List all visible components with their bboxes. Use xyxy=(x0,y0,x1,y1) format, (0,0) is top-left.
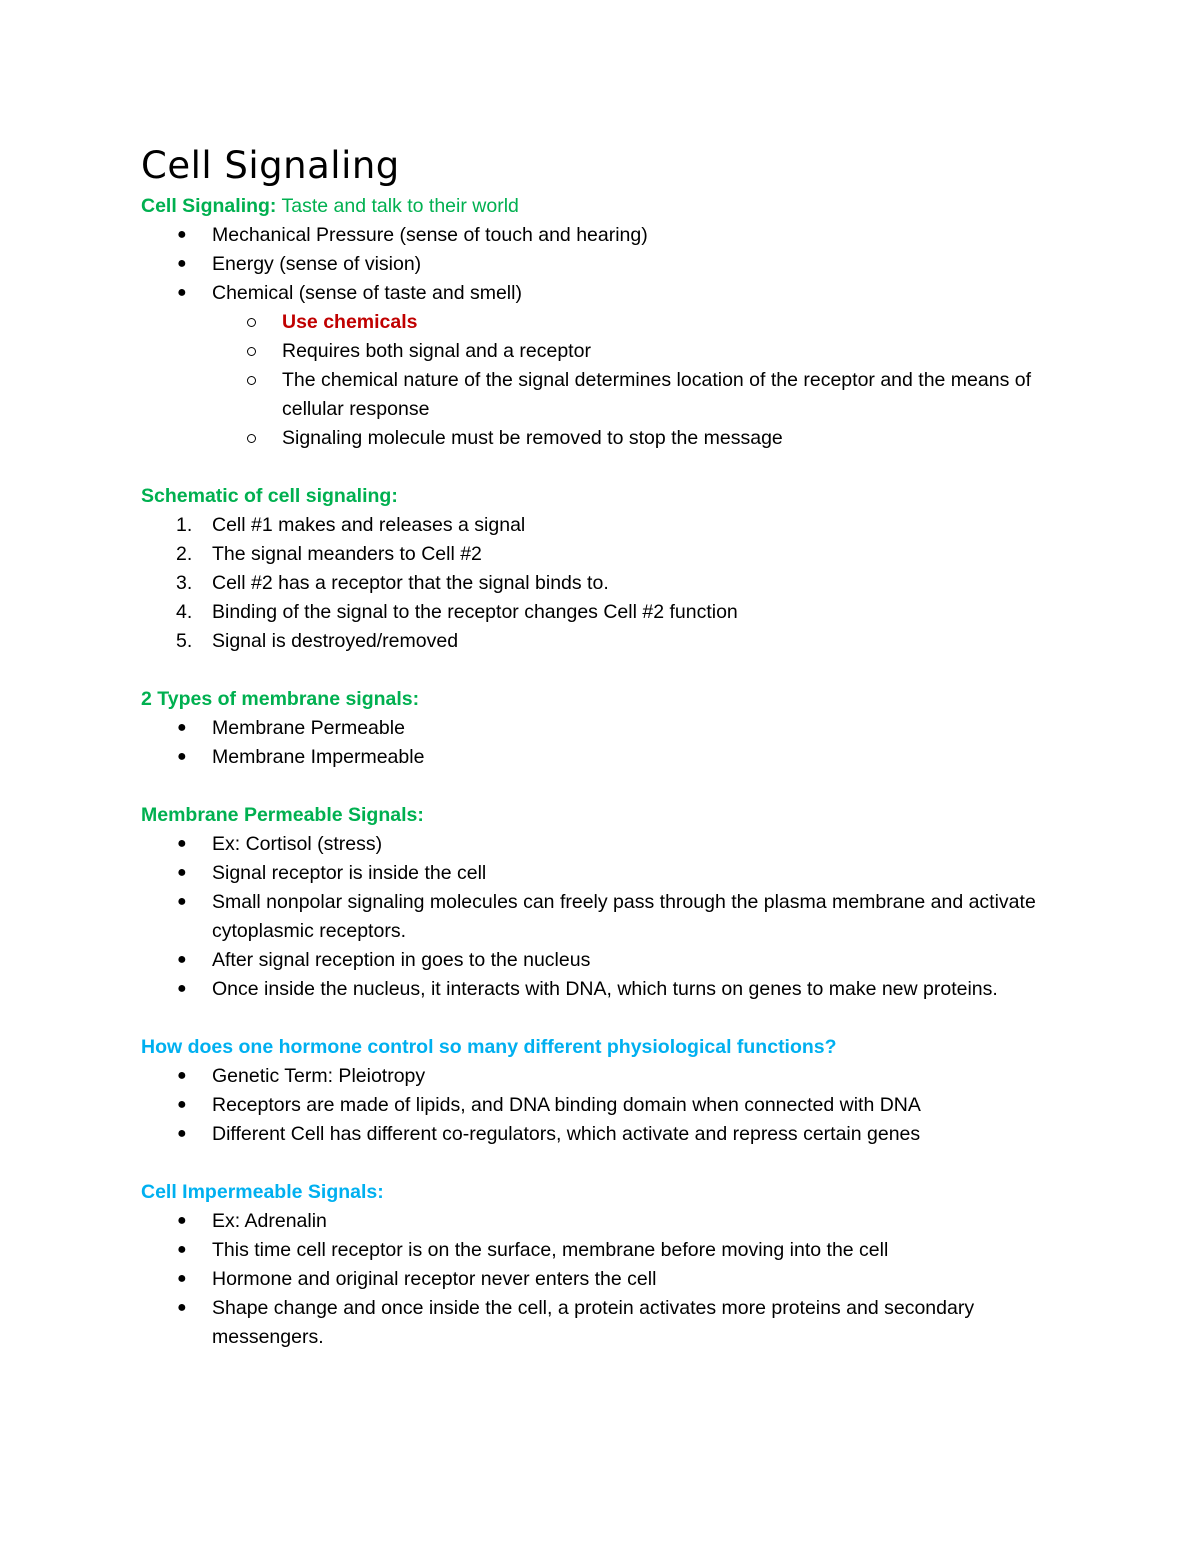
list-item xyxy=(141,830,1071,859)
section-heading-membrane-types: 2 Types of membrane signals: xyxy=(141,688,420,710)
circle-bullet-icon xyxy=(247,376,256,385)
list-item xyxy=(141,1207,1071,1236)
list-item-text: Hormone and original receptor never enters the cell xyxy=(212,1268,657,1290)
item-number: 3. xyxy=(176,572,193,594)
section-heading-permeable-signals: Membrane Permeable Signals: xyxy=(141,804,424,826)
sub-list-item xyxy=(141,337,1071,366)
sub-list-item-text: The chemical nature of the signal determines location of the receptor and the means of cellular response xyxy=(282,369,1032,420)
list-item-text: Cell #2 has a receptor that the signal binds to. xyxy=(212,572,609,594)
section-heading-impermeable-signals: Cell Impermeable Signals: xyxy=(141,1181,384,1203)
list-item xyxy=(141,888,1071,946)
list-item xyxy=(141,279,1071,308)
list-item-text: The signal meanders to Cell #2 xyxy=(212,543,482,565)
sub-list-item-text-emphasis: Use chemicals xyxy=(282,311,418,333)
list-item-text: After signal reception in goes to the nucleus xyxy=(212,949,591,971)
list-item xyxy=(141,1294,1071,1352)
bullet-dot-icon: ● xyxy=(177,1096,187,1113)
list-item-text: Shape change and once inside the cell, a protein activates more proteins and secondary messengers. xyxy=(212,1297,975,1348)
circle-bullet-icon xyxy=(247,347,256,356)
list-item xyxy=(141,221,1071,250)
circle-bullet-icon xyxy=(247,434,256,443)
bullet-dot-icon: ● xyxy=(177,1067,187,1084)
document-page xyxy=(141,140,1071,1352)
list-item-text: Membrane Permeable xyxy=(212,717,405,739)
list-item xyxy=(141,1236,1071,1265)
sub-list-item xyxy=(141,308,1071,337)
spacer xyxy=(141,656,1071,685)
list-item-text: Cell #1 makes and releases a signal xyxy=(212,514,526,536)
bullet-dot-icon: ● xyxy=(177,951,187,968)
list-item-text: Receptors are made of lipids, and DNA binding domain when connected with DNA xyxy=(212,1094,921,1116)
list-item-text: Ex: Adrenalin xyxy=(212,1210,327,1232)
item-number: 5. xyxy=(176,630,193,652)
list-item xyxy=(141,714,1071,743)
spacer xyxy=(141,1149,1071,1178)
list-item xyxy=(141,1120,1071,1149)
numbered-item xyxy=(141,540,1071,569)
bullet-dot-icon: ● xyxy=(177,719,187,736)
sub-list-item xyxy=(141,366,1071,424)
bullet-dot-icon: ● xyxy=(177,893,187,910)
list-item xyxy=(141,975,1071,1004)
bullet-list xyxy=(141,1062,1071,1149)
list-item-text: Once inside the nucleus, it interacts with DNA, which turns on genes to make new proteins. xyxy=(212,978,998,1000)
list-item-text: Membrane Impermeable xyxy=(212,746,425,768)
spacer xyxy=(141,1004,1071,1033)
bullet-dot-icon: ● xyxy=(177,864,187,881)
list-item-text: This time cell receptor is on the surface, membrane before moving into the cell xyxy=(212,1239,889,1261)
bullet-dot-icon: ● xyxy=(177,284,187,301)
list-item-text: Signal receptor is inside the cell xyxy=(212,862,487,884)
list-item xyxy=(141,1265,1071,1294)
bullet-dot-icon: ● xyxy=(177,255,187,272)
numbered-item xyxy=(141,598,1071,627)
list-item-text: Ex: Cortisol (stress) xyxy=(212,833,383,855)
circle-bullet-icon xyxy=(247,318,256,327)
bullet-list xyxy=(141,221,1071,453)
bullet-list xyxy=(141,1207,1071,1352)
item-number: 4. xyxy=(176,601,193,623)
bullet-dot-icon: ● xyxy=(177,748,187,765)
section-heading-hormone-question: How does one hormone control so many different physiological functions? xyxy=(141,1036,837,1058)
list-item-text: Chemical (sense of taste and smell) xyxy=(212,282,522,304)
bullet-list xyxy=(141,714,1071,772)
list-item-text: Genetic Term: Pleiotropy xyxy=(212,1065,426,1087)
sub-list-item-text: Signaling molecule must be removed to stop the message xyxy=(282,427,783,449)
bullet-dot-icon: ● xyxy=(177,1241,187,1258)
list-item-text: Mechanical Pressure (sense of touch and hearing) xyxy=(212,224,648,246)
list-item xyxy=(141,1091,1071,1120)
list-item xyxy=(141,1062,1071,1091)
section-heading-schematic: Schematic of cell signaling: xyxy=(141,485,398,507)
bullet-dot-icon: ● xyxy=(177,226,187,243)
list-item xyxy=(141,859,1071,888)
list-item-text: Binding of the signal to the receptor changes Cell #2 function xyxy=(212,601,738,623)
heading-bold-text: Cell Signaling: xyxy=(141,195,277,217)
page-title: Cell Signaling xyxy=(141,144,400,187)
list-item xyxy=(141,743,1071,772)
numbered-list xyxy=(141,511,1071,656)
sub-list-item xyxy=(141,424,1071,453)
bullet-dot-icon: ● xyxy=(177,1270,187,1287)
bullet-dot-icon: ● xyxy=(177,1125,187,1142)
list-item xyxy=(141,946,1071,975)
bullet-dot-icon: ● xyxy=(177,980,187,997)
numbered-item xyxy=(141,511,1071,540)
numbered-item xyxy=(141,627,1071,656)
list-item-text: Energy (sense of vision) xyxy=(212,253,422,275)
section-heading-cell-signaling xyxy=(141,192,1071,221)
bullet-list xyxy=(141,830,1071,1004)
list-item-text: Different Cell has different co-regulators, which activate and repress certain genes xyxy=(212,1123,921,1145)
numbered-item xyxy=(141,569,1071,598)
list-item-text: Small nonpolar signaling molecules can freely pass through the plasma membrane and activate cytoplasmic receptors. xyxy=(212,891,1036,942)
bullet-dot-icon: ● xyxy=(177,1299,187,1316)
bullet-dot-icon: ● xyxy=(177,1212,187,1229)
spacer xyxy=(141,772,1071,801)
bullet-dot-icon: ● xyxy=(177,835,187,852)
list-item xyxy=(141,250,1071,279)
heading-rest-text: Taste and talk to their world xyxy=(276,195,519,217)
item-number: 2. xyxy=(176,543,193,565)
spacer xyxy=(141,453,1071,482)
item-number: 1. xyxy=(176,514,193,536)
list-item-text: Signal is destroyed/removed xyxy=(212,630,459,652)
sub-list-item-text: Requires both signal and a receptor xyxy=(282,340,591,362)
